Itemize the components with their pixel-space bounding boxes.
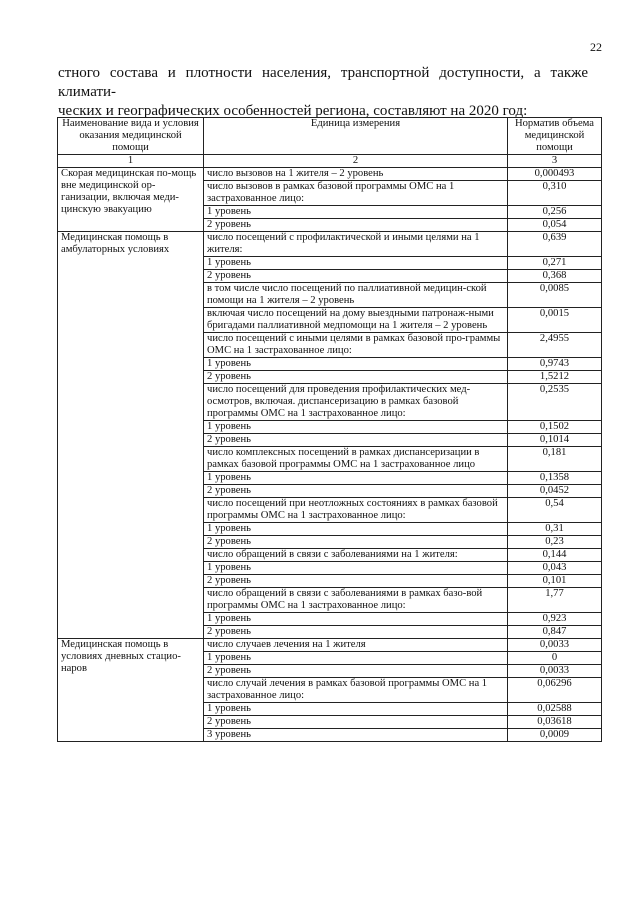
unit-cell: число вызовов на 1 жителя – 2 уровень [204, 168, 508, 181]
unit-cell: число обращений в связи с заболеваниями на 1 жителя: [204, 549, 508, 562]
unit-cell: число посещений для проведения профилактических мед-осмотров, включая. диспансеризацию в рамках базовой программы ОМС на 1 застрахованное лицо: [204, 384, 508, 421]
unit-cell: в том числе число посещений по паллиативной медицин-ской помощи на 1 жителя – 2 уровень [204, 283, 508, 308]
unit-cell: 1 уровень [204, 703, 508, 716]
value-cell: 0,0033 [508, 665, 602, 678]
unit-cell: 1 уровень [204, 523, 508, 536]
unit-cell: 2 уровень [204, 575, 508, 588]
section-name: Скорая медицинская по-мощь вне медицинской ор-ганизации, включая меди-цинскую эвакуацию [58, 168, 204, 232]
unit-cell: число обращений в связи с заболеваниями в рамках базо-вой программы ОМС на 1 застрахованное лицо: [204, 588, 508, 613]
unit-cell: 1 уровень [204, 206, 508, 219]
table-row [58, 168, 602, 181]
value-cell: 0,06296 [508, 678, 602, 703]
section-name: Медицинская помощь в условиях дневных стацио-наров [58, 639, 204, 742]
value-cell: 0,54 [508, 498, 602, 523]
value-cell: 0,0085 [508, 283, 602, 308]
header-unit: Единица измерения [204, 118, 508, 155]
value-cell: 0,043 [508, 562, 602, 575]
table-header-row [58, 118, 602, 155]
unit-cell: включая число посещений на дому выездными патронаж-ными бригадами паллиативной медпомощи на 1 жителя – 2 уровень [204, 308, 508, 333]
value-cell: 0,368 [508, 270, 602, 283]
unit-cell: 2 уровень [204, 371, 508, 384]
intro-line: стного состава и плотности населения, транспортной доступности, а также климати- [58, 65, 588, 100]
table-colnum-row [58, 155, 602, 168]
unit-cell: 2 уровень [204, 219, 508, 232]
unit-cell: число вызовов в рамках базовой программы ОМС на 1 застрахованное лицо: [204, 181, 508, 206]
value-cell: 0,923 [508, 613, 602, 626]
unit-cell: число случаев лечения на 1 жителя [204, 639, 508, 652]
table-row [58, 639, 602, 652]
table-row [58, 232, 602, 257]
unit-cell: 2 уровень [204, 270, 508, 283]
value-cell: 0,256 [508, 206, 602, 219]
value-cell: 0,23 [508, 536, 602, 549]
unit-cell: 2 уровень [204, 434, 508, 447]
value-cell: 1,77 [508, 588, 602, 613]
value-cell: 0,101 [508, 575, 602, 588]
value-cell: 0,054 [508, 219, 602, 232]
unit-cell: 1 уровень [204, 358, 508, 371]
unit-cell: число посещений при неотложных состояниях в рамках базовой программы ОМС на 1 застрахованное лицо: [204, 498, 508, 523]
unit-cell: 2 уровень [204, 626, 508, 639]
value-cell: 0 [508, 652, 602, 665]
value-cell: 1,5212 [508, 371, 602, 384]
page-number: 22 [590, 40, 602, 54]
unit-cell: число посещений с профилактической и иными целями на 1 жителя: [204, 232, 508, 257]
value-cell: 0,271 [508, 257, 602, 270]
unit-cell: 3 уровень [204, 729, 508, 742]
unit-cell: число посещений с иными целями в рамках базовой про-граммы ОМС на 1 застрахованное лицо: [204, 333, 508, 358]
unit-cell: 2 уровень [204, 485, 508, 498]
value-cell: 0,9743 [508, 358, 602, 371]
value-cell: 0,0009 [508, 729, 602, 742]
value-cell: 2,4955 [508, 333, 602, 358]
unit-cell: 1 уровень [204, 652, 508, 665]
value-cell: 0,0452 [508, 485, 602, 498]
unit-cell: 1 уровень [204, 257, 508, 270]
value-cell: 0,144 [508, 549, 602, 562]
unit-cell: 2 уровень [204, 536, 508, 549]
value-cell: 0,1502 [508, 421, 602, 434]
unit-cell: 2 уровень [204, 665, 508, 678]
section-name: Медицинская помощь в амбулаторных условиях [58, 232, 204, 639]
intro-line: ческих и географических особенностей региона, составляют на 2020 год: [58, 103, 528, 119]
value-cell: 0,02588 [508, 703, 602, 716]
unit-cell: 1 уровень [204, 613, 508, 626]
header-care-type: Наименование вида и условия оказания медицинской помощи [58, 118, 204, 155]
colnum-1: 1 [58, 155, 204, 168]
value-cell: 0,639 [508, 232, 602, 257]
unit-cell: 1 уровень [204, 421, 508, 434]
header-norm: Норматив объема медицинской помощи [508, 118, 602, 155]
colnum-2: 2 [204, 155, 508, 168]
value-cell: 0,310 [508, 181, 602, 206]
colnum-3: 3 [508, 155, 602, 168]
value-cell: 0,0015 [508, 308, 602, 333]
value-cell: 0,847 [508, 626, 602, 639]
value-cell: 0,1014 [508, 434, 602, 447]
value-cell: 0,181 [508, 447, 602, 472]
unit-cell: 1 уровень [204, 562, 508, 575]
value-cell: 0,1358 [508, 472, 602, 485]
value-cell: 0,31 [508, 523, 602, 536]
unit-cell: число случай лечения в рамках базовой программы ОМС на 1 застрахованное лицо: [204, 678, 508, 703]
value-cell: 0,000493 [508, 168, 602, 181]
medical-care-volume-table [57, 117, 602, 742]
value-cell: 0,2535 [508, 384, 602, 421]
unit-cell: число комплексных посещений в рамках диспансеризации в рамках базовой программы ОМС на 1 застрахованное лицо [204, 447, 508, 472]
unit-cell: 2 уровень [204, 716, 508, 729]
unit-cell: 1 уровень [204, 472, 508, 485]
value-cell: 0,03618 [508, 716, 602, 729]
intro-paragraph [58, 64, 588, 121]
value-cell: 0,0033 [508, 639, 602, 652]
